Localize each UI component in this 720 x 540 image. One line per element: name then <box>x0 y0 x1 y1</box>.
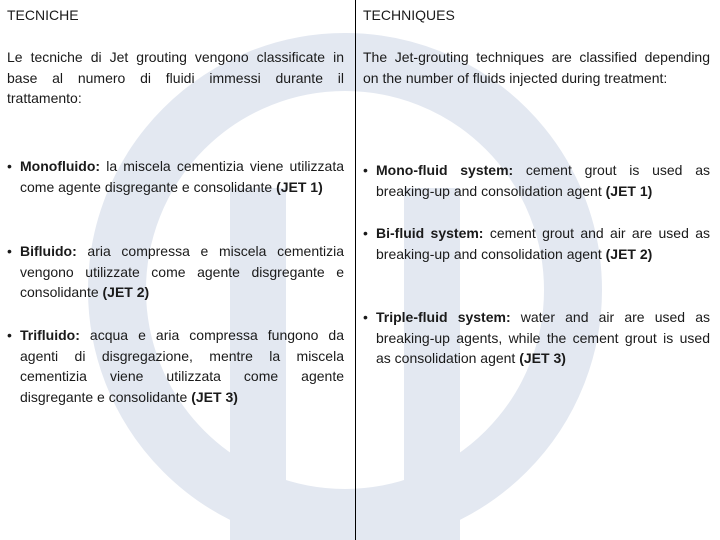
item-text: cement grout is used as breaking-up and consolidation agent <box>376 162 710 199</box>
item-label: Triple-fluid system: <box>376 309 511 325</box>
italian-heading: TECNICHE <box>7 7 79 23</box>
item-label: Monofluido: <box>20 158 101 174</box>
item-text: aria compressa e miscela cementizia vengono utilizzate come agente disgregante e consolidante <box>20 243 344 300</box>
item-label: Bi-fluid system: <box>376 225 484 241</box>
item-label: Trifluido: <box>20 327 80 343</box>
italian-intro: Le tecniche di Jet grouting vengono classificate in base al numero di fluidi immessi durante il trattamento: <box>7 49 344 106</box>
item-text: la miscela cementizia viene utilizzata come agente disgregante e consolidante <box>20 158 344 195</box>
italian-item-jet3 <box>7 325 344 407</box>
italian-item-jet1 <box>7 156 344 197</box>
item-text: acqua e aria compressa fungono da agenti di disgregazione, mentre la miscela cementizia viene utilizzata come agente disgregante e consolidante <box>20 327 344 405</box>
english-item-jet2 <box>363 223 710 264</box>
item-tag: (JET 3) <box>519 350 566 366</box>
english-item-jet1 <box>363 160 710 201</box>
item-label: Mono-fluid system: <box>376 162 514 178</box>
english-intro: The Jet-grouting techniques are classified depending on the number of fluids injected during treatment: <box>363 49 710 86</box>
item-tag: (JET 2) <box>102 284 150 300</box>
english-heading: TECHNIQUES <box>363 7 455 23</box>
item-tag: (JET 1) <box>276 178 323 195</box>
english-item-jet3 <box>363 307 710 369</box>
italian-item-jet2 <box>7 241 344 303</box>
item-tag: (JET 3) <box>191 388 238 405</box>
item-tag: (JET 2) <box>605 245 653 262</box>
item-text: water and air are used as breaking-up agents, while the cement grout is used as consolidation agent <box>376 309 711 366</box>
item-tag: (JET 1) <box>605 182 653 199</box>
item-text: cement grout and air are used as breaking-up and consolidation agent <box>376 225 710 262</box>
column-divider <box>355 0 356 540</box>
item-label: Bifluido: <box>20 243 77 259</box>
